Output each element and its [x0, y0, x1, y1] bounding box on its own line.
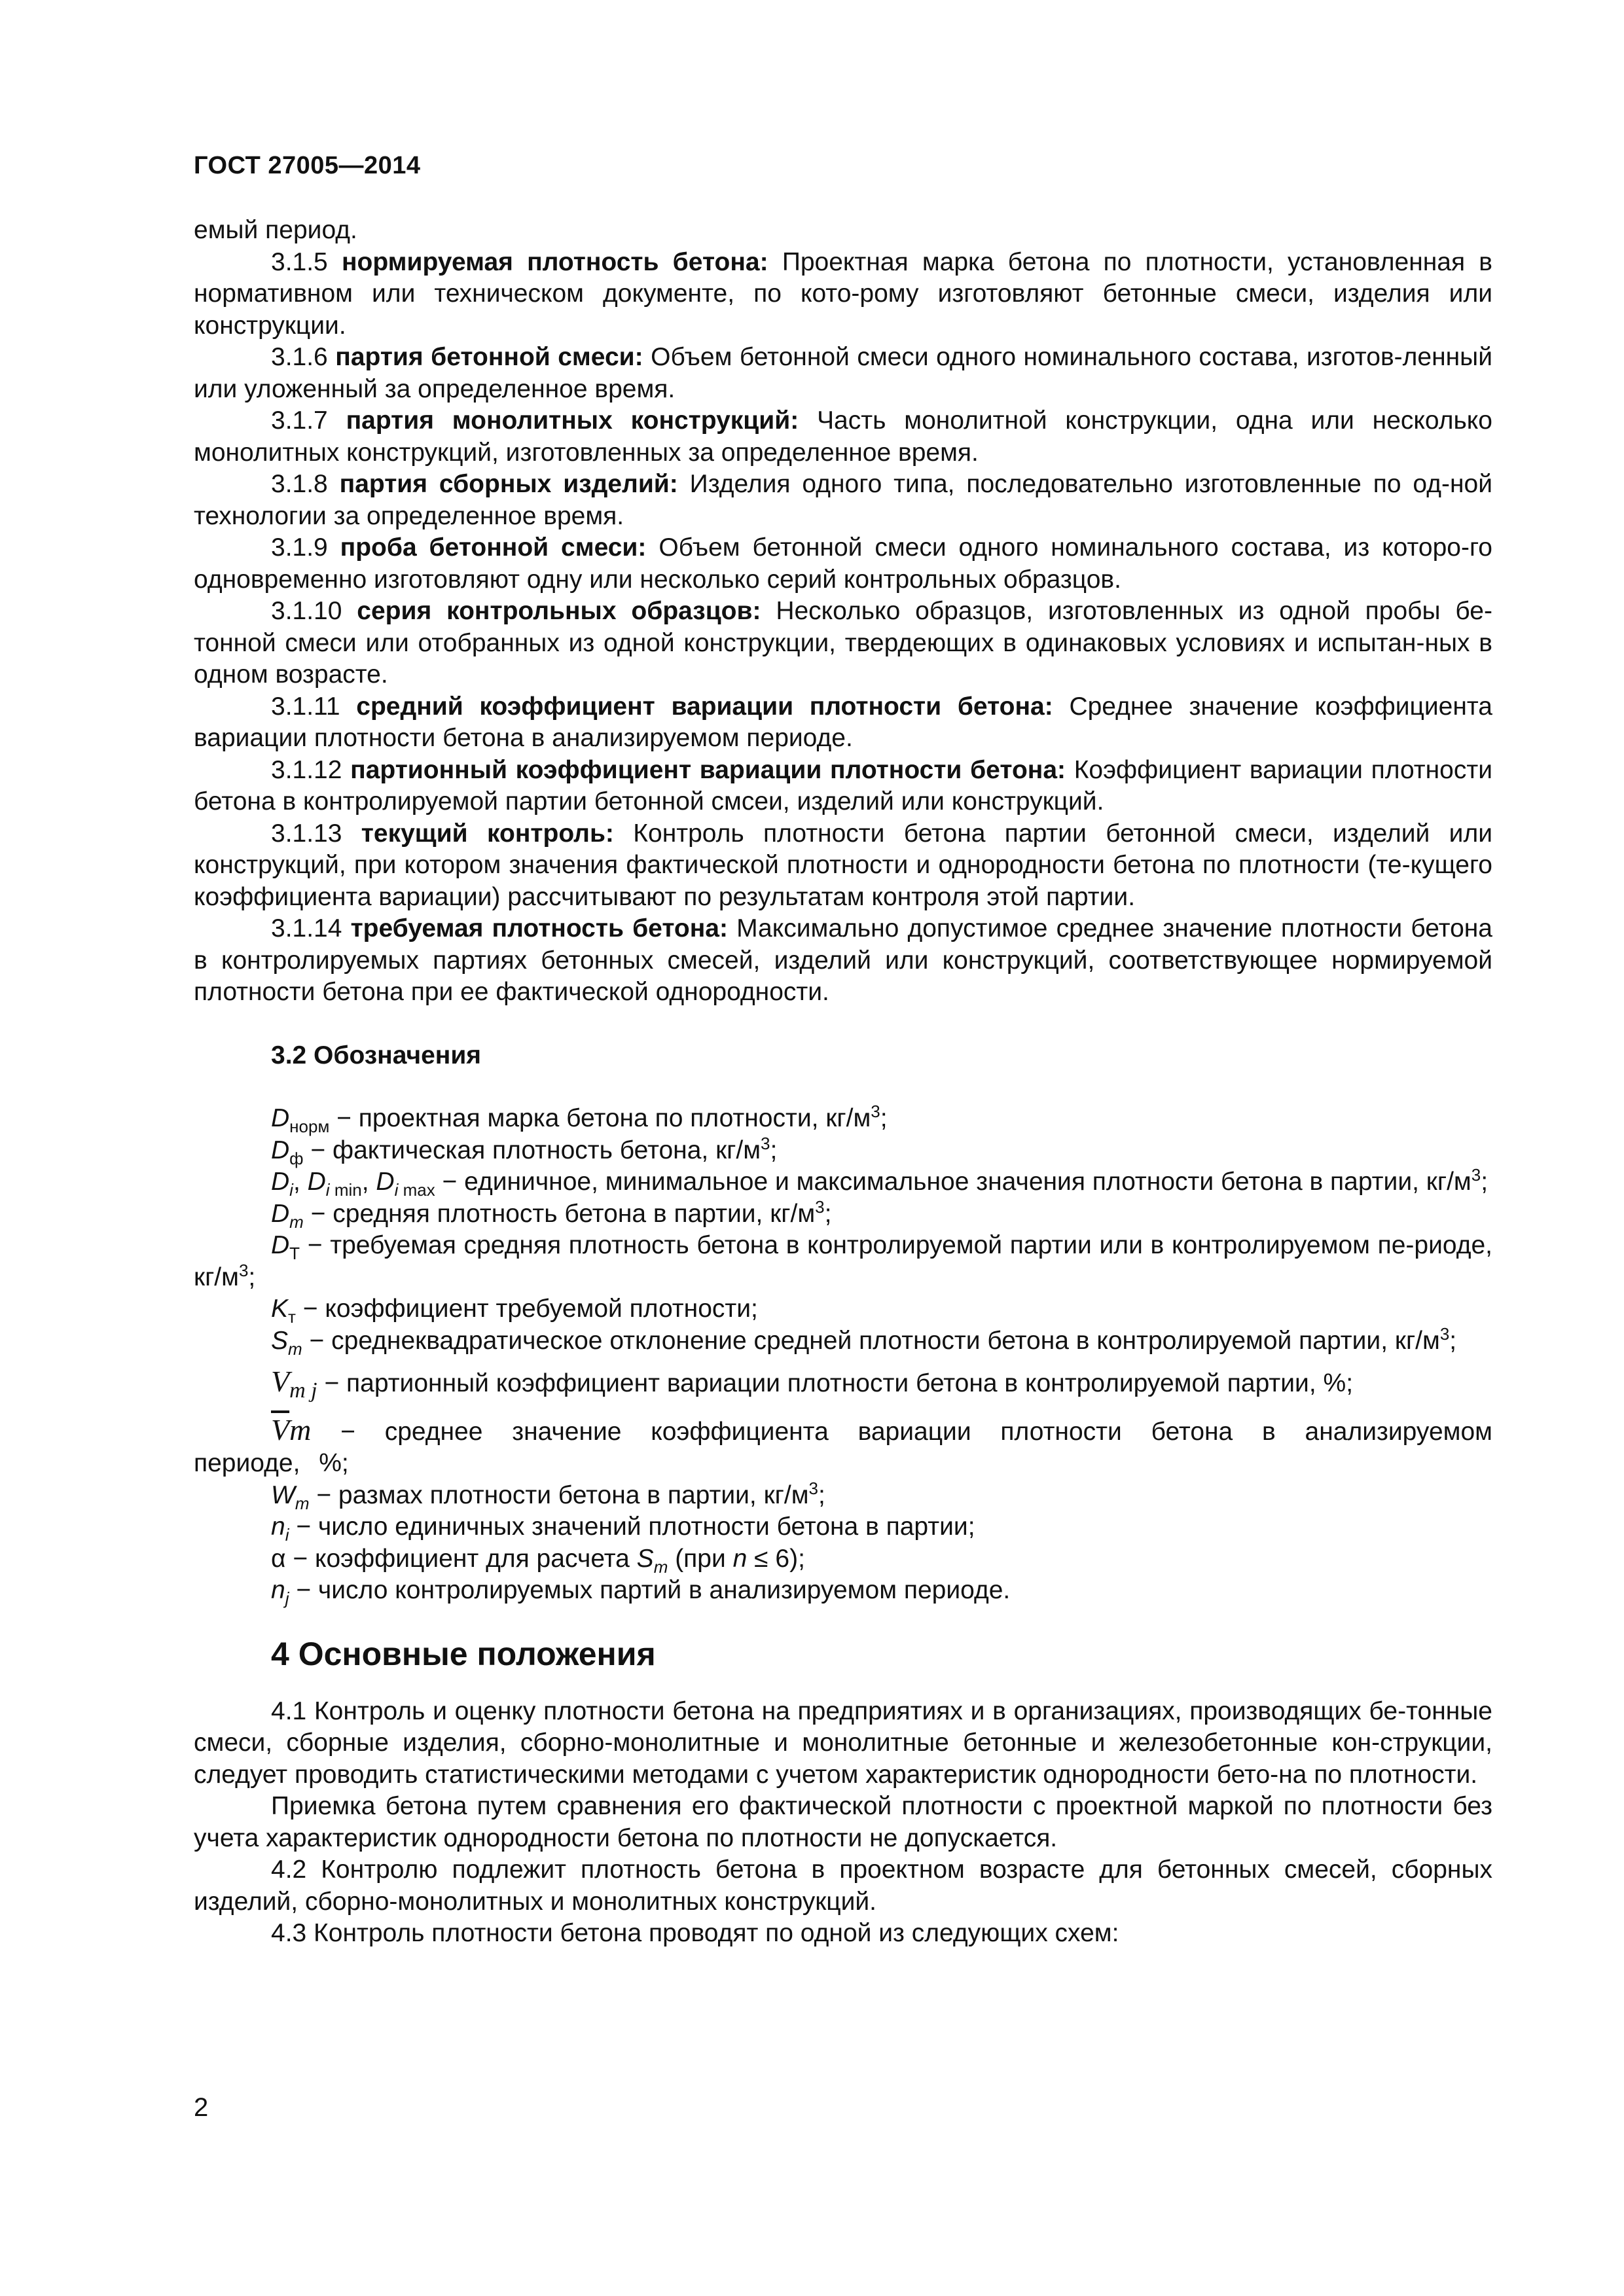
symbol-index: i [325, 1179, 330, 1200]
symbol-n: n [732, 1544, 748, 1573]
definition-number: 3.1.9 [271, 533, 328, 562]
intro-fragment: емый период. [194, 216, 357, 244]
paragraph-4-1: 4.1 Контроль и оценку плотности бетона на предприятиях и в организациях, производящих бе-тонные смеси, сборные изделия, сборно-монолитные и монолитные бетонные и железобетонные кон-струкции, следует проводить статистическими методами с учетом характеристик однородности бето-на по плотности. [194, 1696, 1492, 1789]
definition-term: проба бетонной смеси: [340, 533, 647, 562]
symbol-min: min [334, 1179, 362, 1200]
symbol-subscript: ф [289, 1148, 304, 1168]
definition-3-1-10 [194, 596, 1492, 691]
definition-text: Среднее значение коэффициента вариации плотности бетона в анализируемом периоде. [194, 692, 1492, 752]
unit-exponent: 3 [1471, 1165, 1481, 1185]
symbol-s-m: $S_m$ − среднеквадратическое отклонение средней плотности бетона в контролируемой партии, $кг/м^3$; [271, 1323, 1457, 1359]
document-header: ГОСТ 27005—2014 [194, 152, 421, 179]
definition-3-1-8 [194, 469, 1492, 532]
definition-text: Коэффициент вариации плотности бетона в контролируемой партии бетонной смсеи, изделий или конструкций. [194, 755, 1493, 816]
symbol-description: − требуемая средняя плотность бетона в контролируемой партии или в контролируемом пе-риоде, [300, 1231, 1492, 1259]
unit-exponent: 3 [238, 1260, 249, 1280]
symbol-subscript: норм [289, 1116, 330, 1136]
definition-number: 3.1.5 [271, 247, 328, 276]
definition-3-1-12 [194, 755, 1492, 818]
symbol-subscript [395, 1180, 435, 1200]
condition-text: (при [668, 1544, 733, 1573]
symbol-subscript: m j [289, 1378, 317, 1403]
definition-text: Проектная марка бетона по плотности, установленная в нормативном или техническом документе, по кото-рому изготовляют бетонные смеси, изделия или конструкции. [194, 247, 1493, 340]
definition-number: 3.1.14 [271, 914, 342, 942]
symbol: S [271, 1326, 289, 1355]
symbol-d-i: $D_i$, $D_{i min}$, $D_{i max}$ − единичное, минимальное и максимальное значения плотности бетона в партии, $кг/м^3$; [271, 1165, 1489, 1200]
symbol: W [271, 1480, 295, 1509]
definition-text: Контроль плотности бетона партии бетонной смеси, изделий или конструкций, при котором значения фактической плотности и однородности бетона по плотности (те-кущего коэффициента вариации) рассчитывают по результатам контроля этой партии. [194, 819, 1492, 911]
symbol-d-norm: $D_{норм}$ − проектная марка бетона по плотности, $кг/м^3$; [271, 1102, 888, 1136]
symbol-n-i [194, 1511, 1492, 1543]
symbol-n-j [194, 1575, 1492, 1607]
unit: кг/м [1426, 1168, 1471, 1196]
symbol-description: − средняя плотность бетона в партии, [303, 1199, 770, 1228]
definition-term: партия монолитных конструкций: [346, 406, 799, 435]
symbol: D [271, 1136, 290, 1164]
symbol-subscript: i [289, 1179, 293, 1200]
unit-exponent: 3 [761, 1133, 770, 1153]
definition-text: Несколько образцов, изготовленных из одной пробы бе-тонной смеси или отобранных из одной конструкции, твердеющих в одинаковых условиях и испытан-ных в одном возрасте. [194, 597, 1492, 689]
symbol-subscript: m [653, 1556, 668, 1577]
definition-number: 3.1.8 [271, 470, 328, 498]
unit: кг/м [194, 1263, 239, 1291]
symbol-subscript: m [295, 1493, 310, 1513]
definition-text: Часть монолитной конструкции, одна или несколько монолитных конструкций, изготовленных за определенное время. [194, 406, 1492, 467]
symbol-s: S [636, 1544, 654, 1573]
symbol: n [271, 1576, 285, 1604]
definition-3-1-5 [194, 247, 1492, 342]
symbol-subscript: j [285, 1588, 289, 1608]
definition-number: 3.1.6 [271, 343, 328, 371]
unit-exponent: 3 [808, 1478, 818, 1498]
symbol-description: − фактическая плотность бетона, [303, 1136, 716, 1164]
symbol-description: − коэффициент требуемой плотности; [295, 1295, 758, 1323]
unit: кг/м [715, 1136, 761, 1164]
symbol-description: − среднее значение коэффициента вариации плотности бетона в анализируемом периоде, %; [194, 1417, 1492, 1477]
symbol-v-mj [194, 1365, 1492, 1403]
symbol-description: − единичное, минимальное и максимальное значения плотности бетона в партии, [435, 1168, 1426, 1196]
symbol-alpha [194, 1543, 1492, 1575]
symbol: V [271, 1365, 290, 1398]
symbol: D [307, 1168, 326, 1196]
symbol-d-f: $D_ф$ − фактическая плотность бетона, $кг/м^3$; [271, 1133, 778, 1168]
definition-3-1-11 [194, 691, 1492, 755]
symbol-subscript [326, 1180, 362, 1200]
symbol-max: max [403, 1179, 435, 1200]
unit: кг/м [825, 1104, 871, 1132]
symbol-index: i [394, 1179, 399, 1200]
definition-number: 3.1.10 [271, 597, 342, 625]
definition-number: 3.1.11 [271, 692, 340, 721]
definition-term: серия контрольных образцов: [357, 597, 761, 625]
symbol: D [271, 1231, 290, 1259]
definition-term: текущий контроль: [361, 819, 614, 848]
symbol-d-t: $D_Т$ − требуемая средняя плотность бетона в контролируемой партии или в контролируемом пе-риоде, $кг/м^3$; [194, 1231, 1492, 1291]
definition-term: средний коэффициент вариации плотности бетона: [356, 692, 1053, 721]
symbol: D [271, 1168, 290, 1196]
symbol-description: − среднеквадратическое отклонение средней плотности бетона в контролируемой партии, [302, 1326, 1395, 1355]
paragraph-acceptance: Приемка бетона путем сравнения его фактической плотности с проектной маркой по плотности без учета характеристик однородности бетона по плотности не допускается. [194, 1792, 1492, 1852]
symbol-v-m-mean [194, 1414, 1492, 1480]
symbol-d-m: $D_m$ − средняя плотность бетона в партии, $кг/м^3$; [271, 1196, 832, 1232]
symbol-description: − число единичных значений плотности бетона в партии; [289, 1513, 975, 1541]
symbol-subscript: m [289, 1412, 312, 1446]
definition-term: требуемая плотность бетона: [350, 914, 728, 942]
definition-term: нормируемая плотность бетона: [341, 247, 768, 276]
definition-3-1-6 [194, 342, 1492, 405]
symbol: α [271, 1544, 286, 1573]
definition-number: 3.1.13 [271, 819, 342, 848]
section-3-2-heading: 3.2 Обозначения [271, 1041, 482, 1069]
symbol-w-m: $W_m$ − размах плотности бетона в партии, $кг/м^3$; [271, 1478, 825, 1513]
symbol: D [271, 1104, 290, 1132]
definition-term: партия бетонной смеси: [335, 343, 643, 371]
unit-exponent: 3 [815, 1196, 825, 1217]
unit-exponent: 3 [1439, 1323, 1450, 1344]
unit: кг/м [770, 1199, 816, 1228]
symbol: K [271, 1295, 289, 1323]
definition-text: Объем бетонной смеси одного номинального состава, изготов-ленный или уложенный за определенное время. [194, 343, 1492, 403]
unit: кг/м [763, 1480, 809, 1509]
definition-3-1-7 [194, 405, 1492, 469]
symbol-description: − коэффициент для расчета [285, 1544, 637, 1573]
unit-exponent: 3 [871, 1102, 880, 1121]
paragraph-4-2: 4.2 Контролю подлежит плотность бетона в проектном возрасте для бетонных смесей, сборных изделий, сборно-монолитных и монолитных конструкций. [194, 1856, 1492, 1916]
separator: , [293, 1168, 308, 1196]
definition-text: Объем бетонной смеси одного номинального состава, из которо-го одновременно изготовляют одну или несколько серий контрольных образцов. [194, 533, 1492, 594]
symbol-subscript: m [288, 1338, 302, 1359]
paragraph-4-3: 4.3 Контроль плотности бетона проводят по одной из следующих схем: [271, 1919, 1119, 1947]
symbol-subscript: т [288, 1306, 296, 1327]
symbol-subscript: i [285, 1524, 289, 1545]
definition-3-1-14 [194, 913, 1492, 1009]
symbol-description: − размах плотности бетона в партии, [309, 1480, 764, 1509]
symbol: D [376, 1168, 395, 1196]
definition-text: Максимально допустимое среднее значение плотности бетона в контролируемых партиях бетонных смесей, изделий или конструкций, соответствующее нормируемой плотности бетона при ее фактической однородности. [194, 914, 1492, 1006]
page-number: 2 [194, 2093, 209, 2122]
definition-number: 3.1.12 [271, 755, 342, 784]
symbol-description: − число контролируемых партий в анализируемом периоде. [289, 1576, 1011, 1604]
symbol-k-t [194, 1293, 1492, 1325]
definition-term: партионный коэффициент вариации плотности бетона: [350, 755, 1066, 784]
symbol: n [271, 1513, 285, 1541]
unit: кг/м [1394, 1326, 1440, 1355]
symbol: D [271, 1199, 290, 1228]
section-4-heading: 4 Основные положения [271, 1635, 656, 1672]
symbol: $\overline{V}$ [271, 1412, 290, 1446]
symbol-description: − проектная марка бетона по плотности, [329, 1104, 826, 1132]
definition-term: партия сборных изделий: [339, 470, 678, 498]
symbol-subscript: m [289, 1211, 304, 1232]
definition-3-1-9 [194, 532, 1492, 596]
separator: , [361, 1168, 376, 1196]
symbol-subscript: Т [289, 1243, 300, 1263]
definition-number: 3.1.7 [271, 406, 328, 435]
symbol-description: − партионный коэффициент вариации плотности бетона в контролируемой партии, %; [317, 1369, 1354, 1397]
definition-3-1-13 [194, 818, 1492, 914]
document-body [194, 215, 1492, 1950]
condition-tail: ≤ 6); [747, 1544, 805, 1573]
definition-text: Изделия одного типа, последовательно изготовленные по од-ной технологии за определенное время. [194, 470, 1493, 530]
